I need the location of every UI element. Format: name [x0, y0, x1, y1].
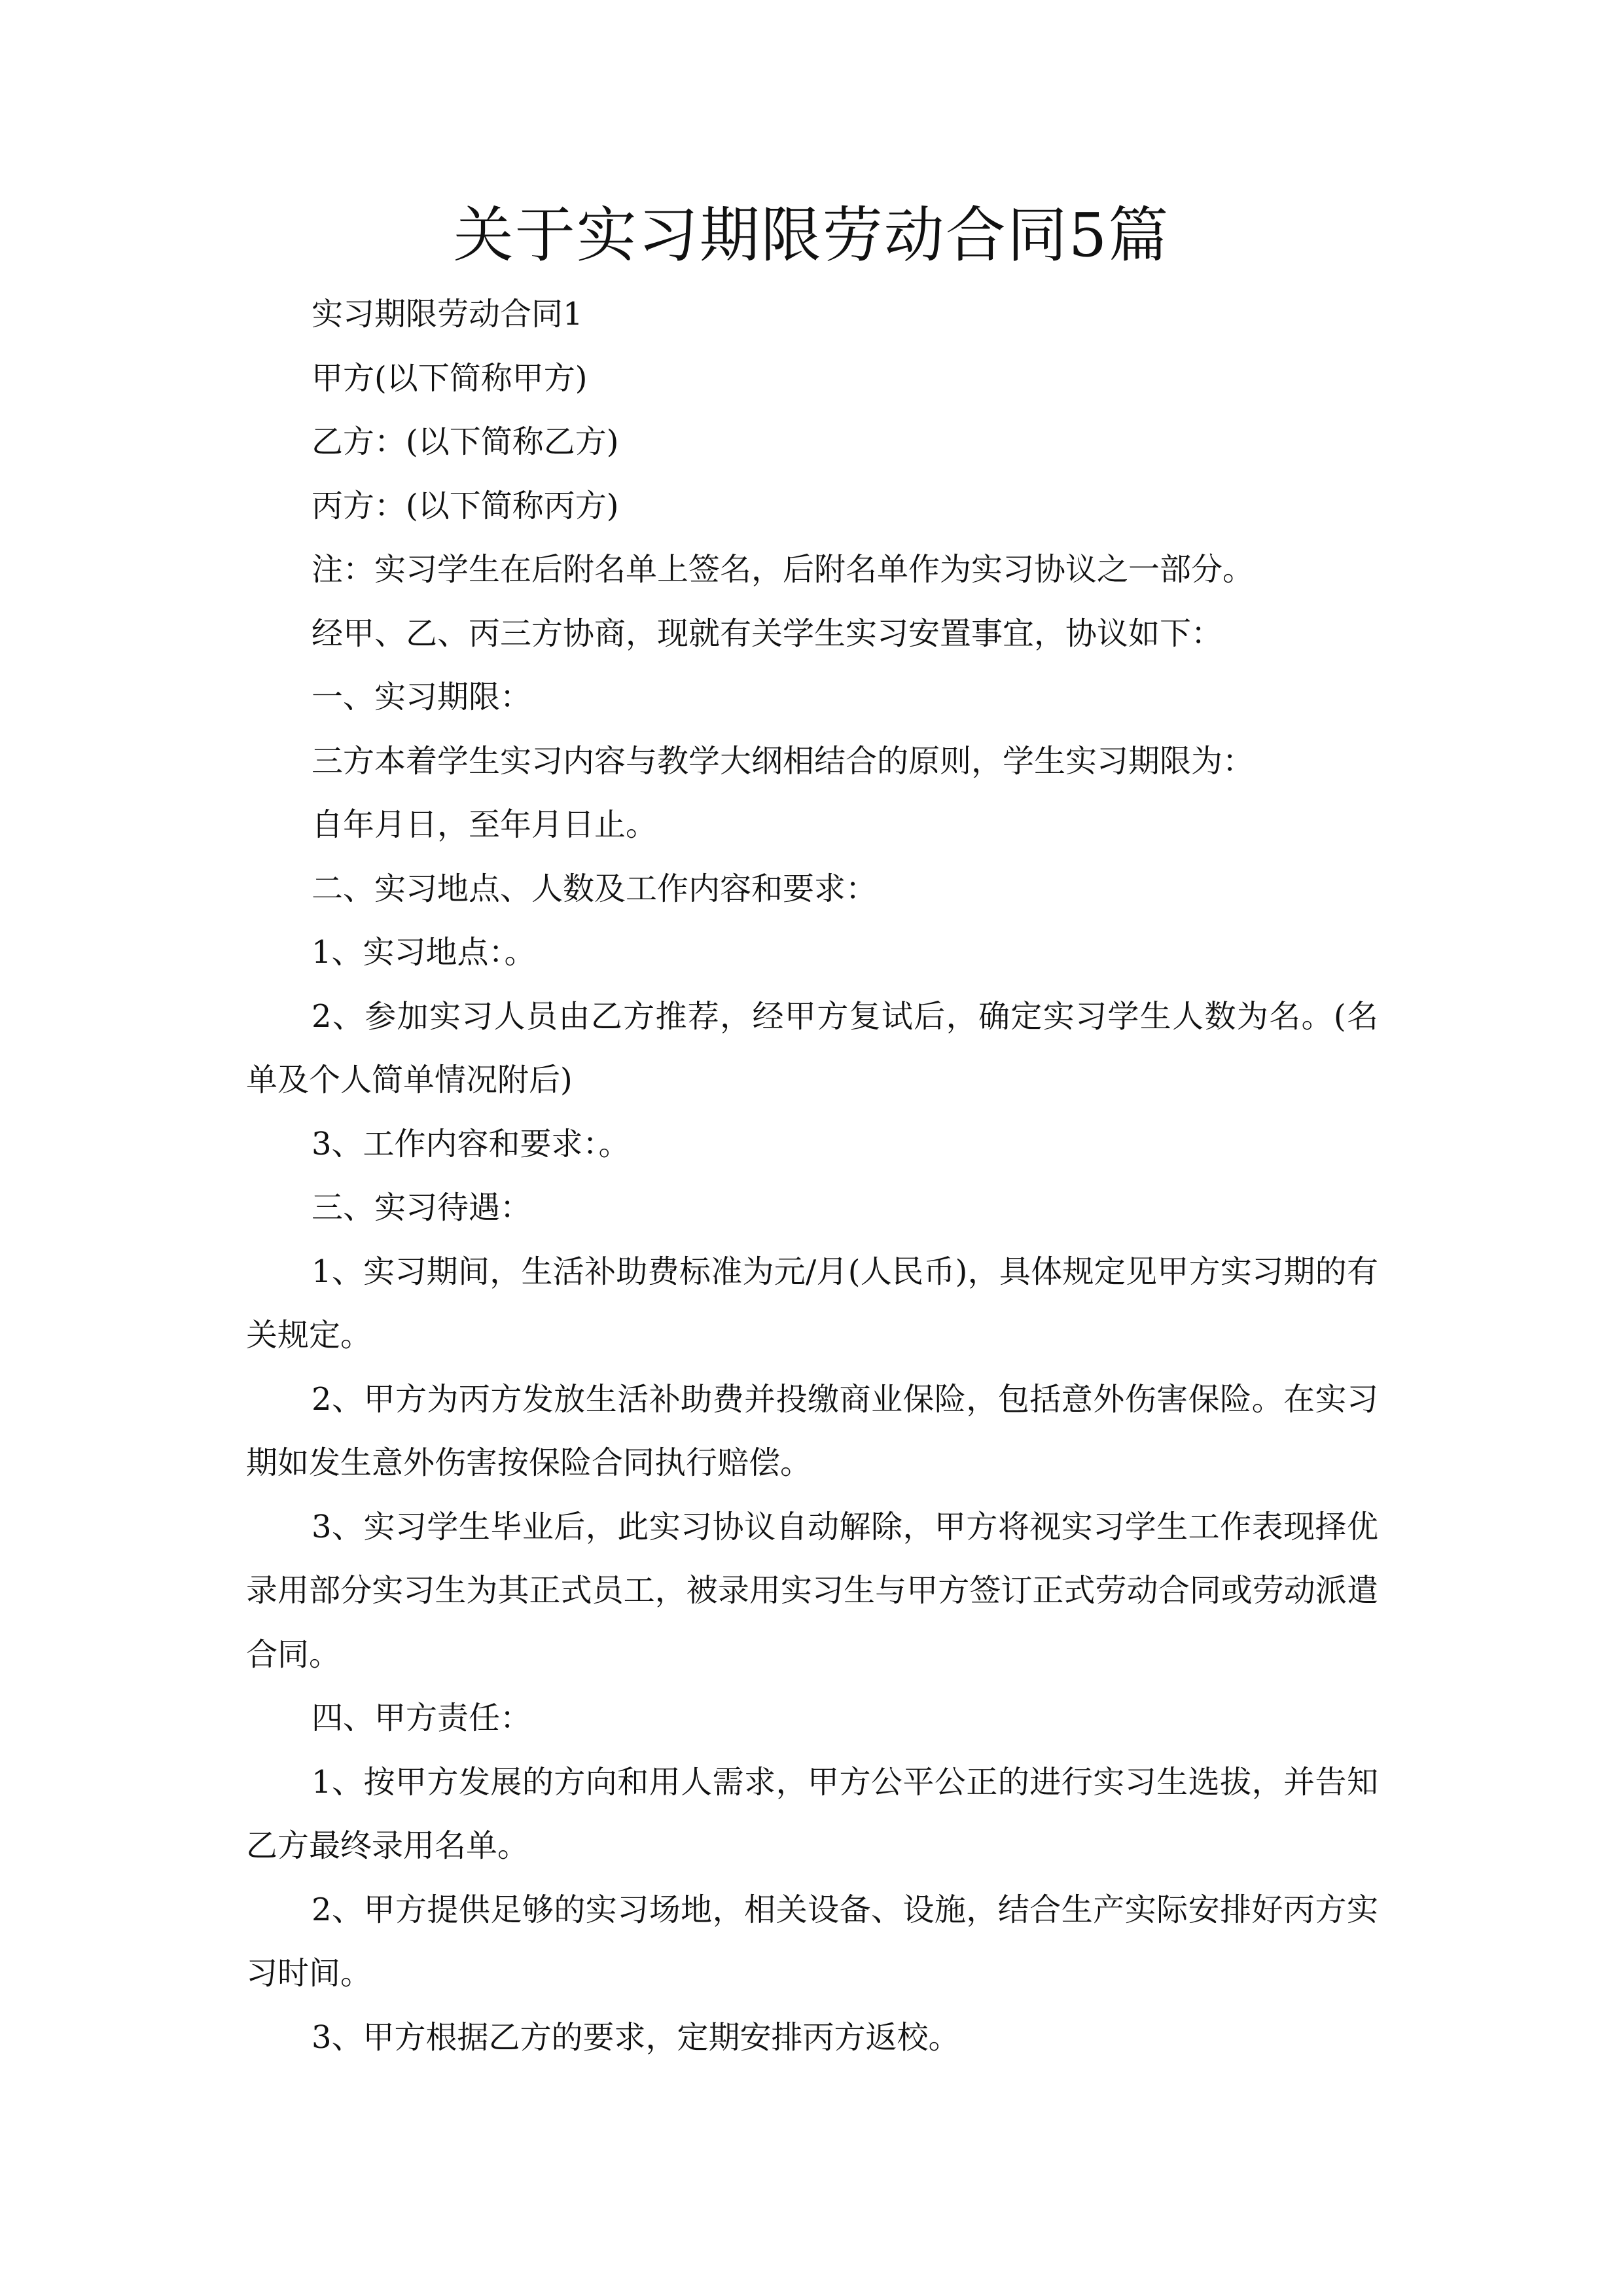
- document-title: 关于实习期限劳动合同5篇: [453, 200, 1170, 270]
- section-heading-3: 三、实习待遇：: [312, 1189, 532, 1226]
- section-heading-4: 四、甲方责任：: [312, 1700, 532, 1736]
- party-c-line: 丙方：(以下简称丙方): [312, 487, 619, 524]
- list-item: 3、工作内容和要求：。: [312, 1125, 630, 1162]
- paragraph: 三方本着学生实习内容与教学大纲相结合的原则，学生实习期限为：: [312, 742, 1255, 780]
- list-item: 2、甲方为丙方发放生活补助费并投缴商业保险，包括意外伤害保险。在实习期如发生意外伤害按保险合同执行赔偿。: [246, 1380, 1378, 1481]
- list-item: 3、甲方根据乙方的要求，定期安排丙方返校。: [312, 2018, 960, 2056]
- list-item: 2、甲方提供足够的实习场地，相关设备、设施，结合生产实际安排好丙方实习时间。: [246, 1891, 1378, 1992]
- agreement-intro: 经甲、乙、丙三方协商，现就有关学生实习安置事宜，协议如下：: [312, 615, 1223, 652]
- list-item: 3、实习学生毕业后，此实习协议自动解除，甲方将视实习学生工作表现择优录用部分实习生为其正式员工，被录用实习生与甲方签订正式劳动合同或劳动派遣合同。: [246, 1508, 1378, 1673]
- party-b-line: 乙方：(以下简称乙方): [312, 423, 619, 460]
- list-item: 1、实习期间，生活补助费标准为元/月(人民币)，具体规定见甲方实习期的有关规定。: [246, 1253, 1378, 1354]
- section-heading-1: 一、实习期限：: [312, 679, 532, 715]
- paragraph: 自年月日，至年月日止。: [312, 806, 658, 843]
- list-item: 1、实习地点：。: [312, 934, 536, 971]
- party-a-line: 甲方(以下简称甲方): [312, 359, 588, 397]
- document-body: [246, 283, 1378, 2070]
- note-paragraph: 注：实习学生在后附名单上签名，后附名单作为实习协议之一部分。: [312, 551, 1255, 588]
- list-item: 1、按甲方发展的方向和用人需求，甲方公平公正的进行实习生选拔，并告知乙方最终录用名单。: [246, 1763, 1378, 1864]
- contract-subtitle: 实习期限劳动合同1: [312, 296, 583, 332]
- section-heading-2: 二、实习地点、人数及工作内容和要求：: [312, 870, 878, 907]
- list-item: 2、参加实习人员由乙方推荐，经甲方复试后，确定实习学生人数为名。(名单及个人简单情况附后): [246, 997, 1378, 1098]
